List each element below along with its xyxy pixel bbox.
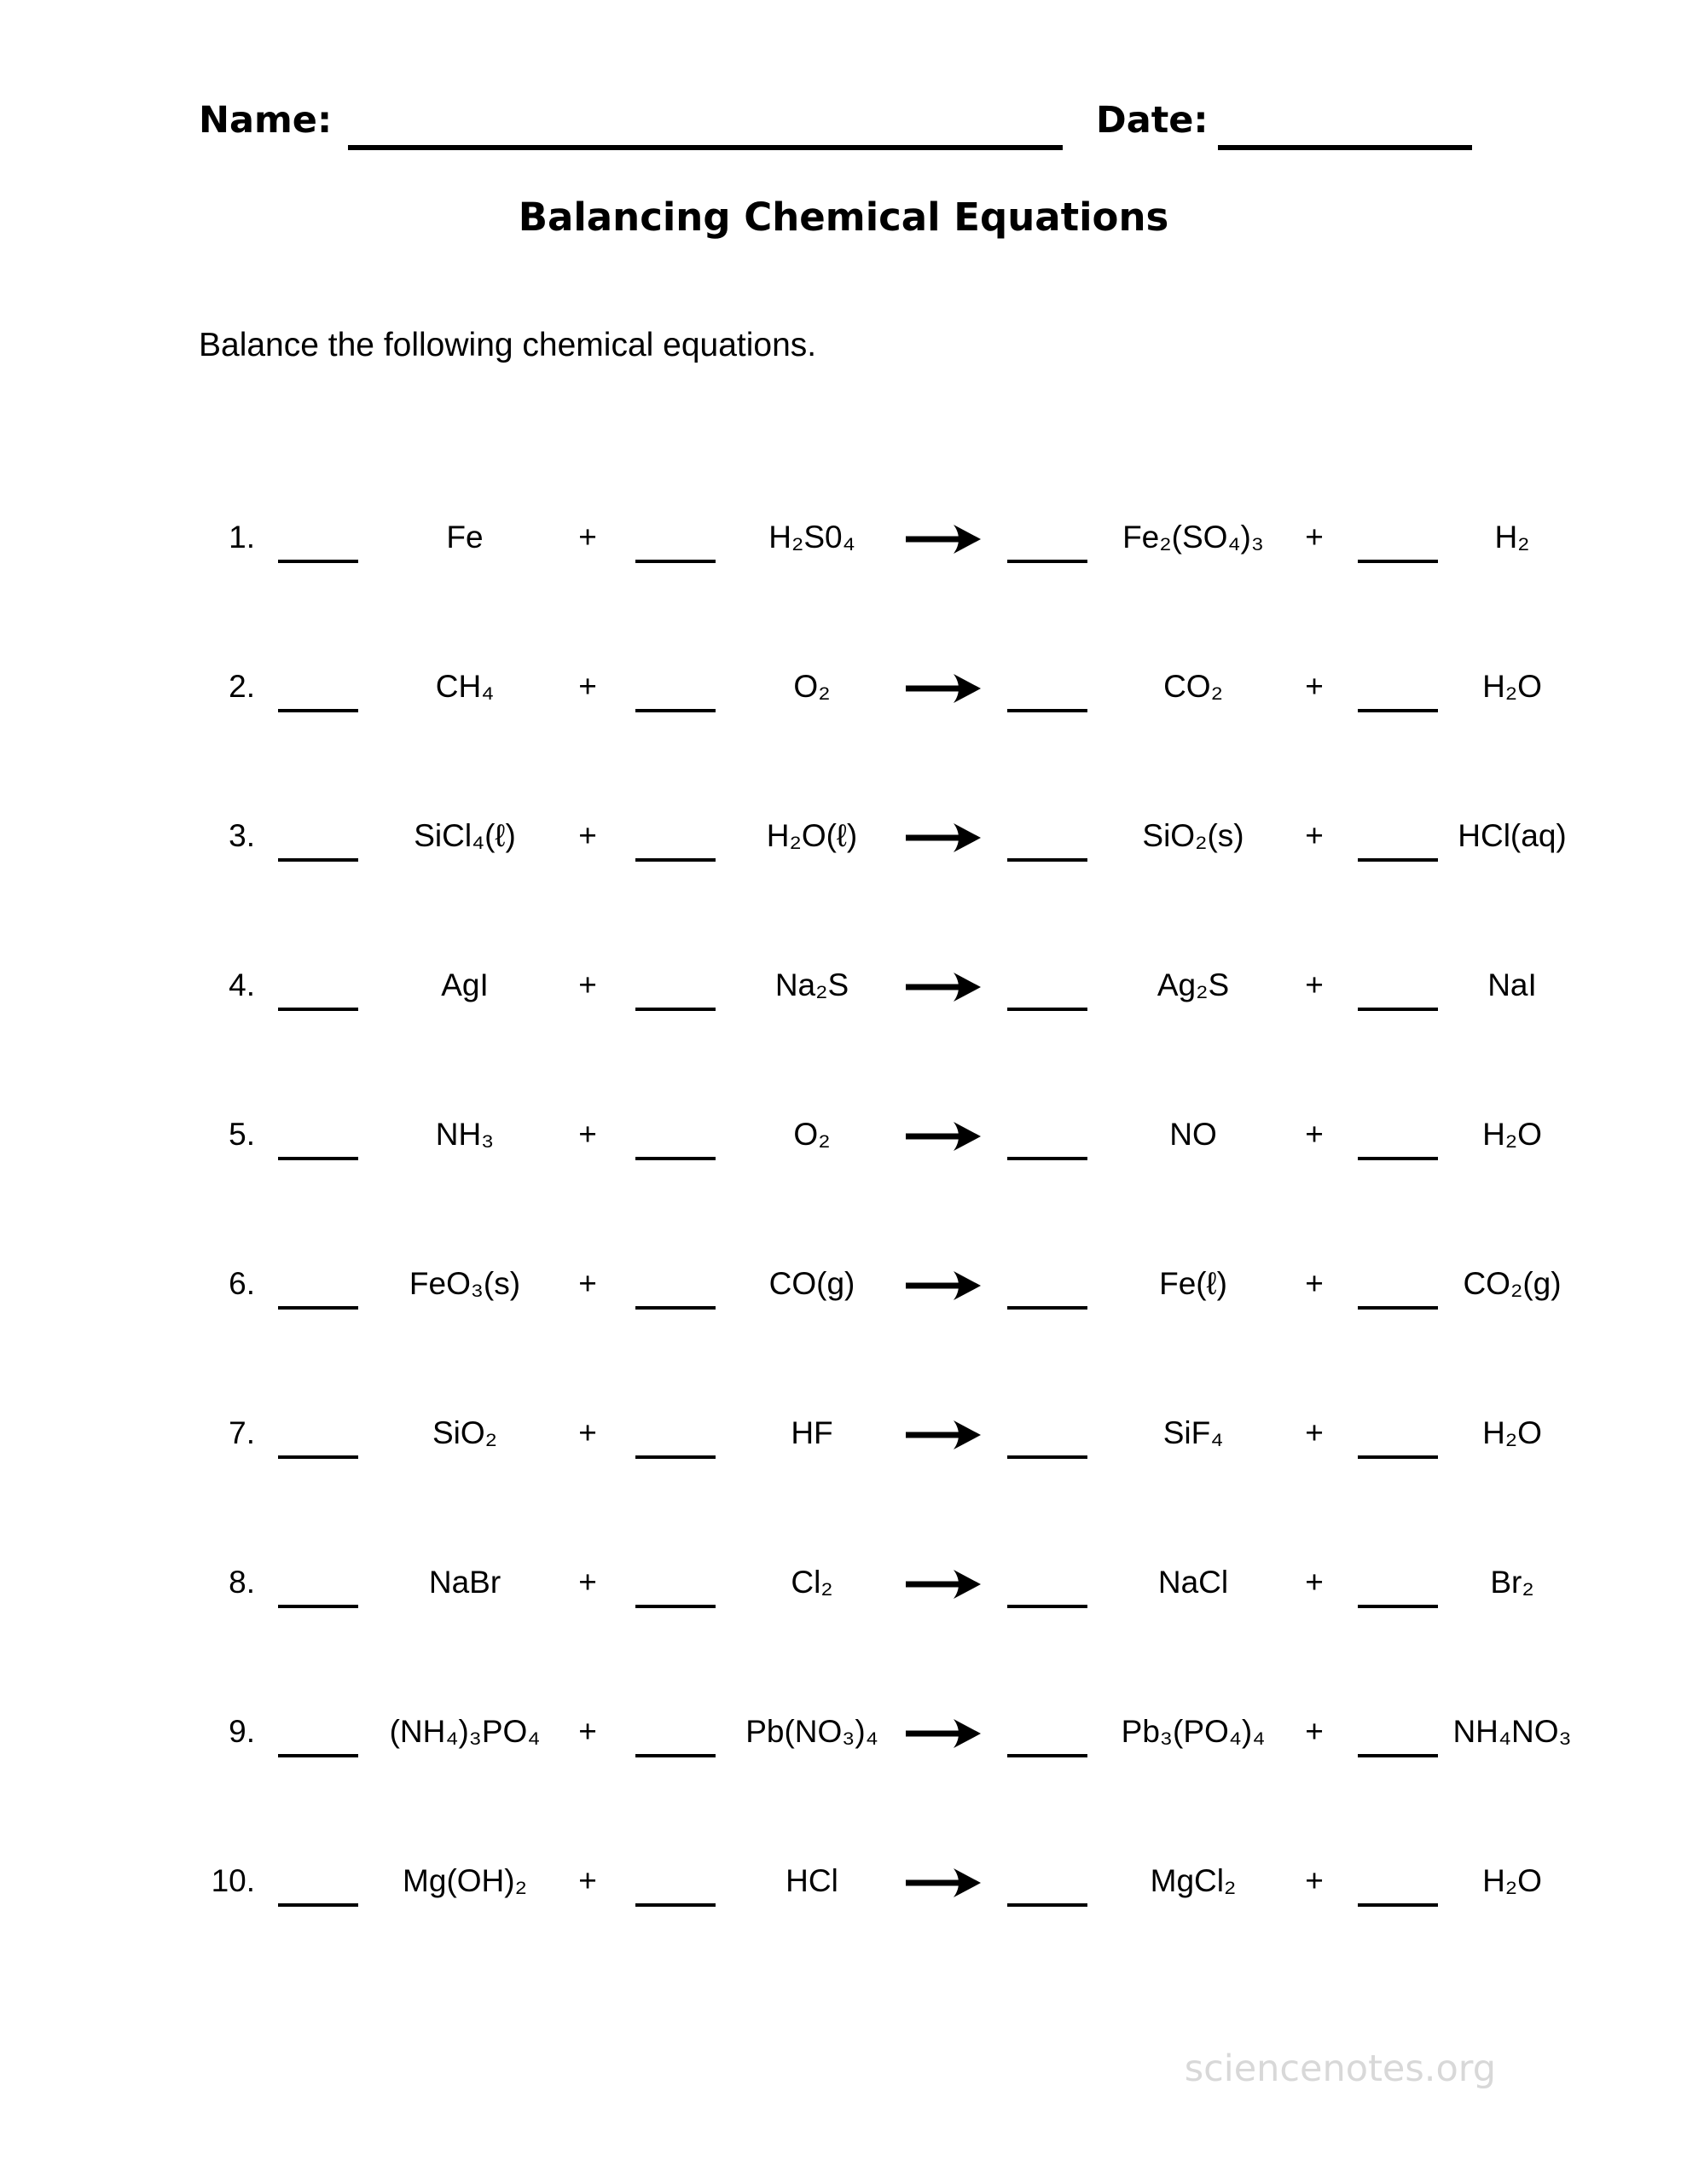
coefficient-blank[interactable] <box>993 910 1102 1060</box>
blank-underline[interactable] <box>278 1903 358 1907</box>
blank-underline[interactable] <box>1358 1754 1438 1757</box>
coefficient-blank[interactable] <box>993 1806 1102 1955</box>
yields-arrow-icon <box>894 1806 993 1955</box>
reactant-1: SiO₂ <box>432 1414 498 1450</box>
coefficient-blank[interactable] <box>621 1806 730 1955</box>
coefficient-blank[interactable] <box>993 1358 1102 1507</box>
footer-watermark: sciencenotes.org <box>1184 2048 1496 2090</box>
reactant-1: CH₄ <box>435 668 495 704</box>
blank-underline[interactable] <box>1007 560 1087 563</box>
coefficient-blank[interactable] <box>260 1657 375 1806</box>
coefficient-blank[interactable] <box>621 1507 730 1657</box>
plus-sign: + <box>578 519 597 555</box>
coefficient-blank[interactable] <box>621 761 730 910</box>
reactant-1: Fe <box>446 519 484 555</box>
coefficient-blank[interactable] <box>621 462 730 612</box>
coefficient-blank[interactable] <box>1344 1209 1452 1358</box>
equation-number: 4. <box>229 967 255 1002</box>
coefficient-blank[interactable] <box>1344 462 1452 612</box>
equation-number: 5. <box>229 1116 255 1152</box>
equation-number: 6. <box>229 1265 255 1301</box>
blank-underline[interactable] <box>635 1754 716 1757</box>
equation-number: 3. <box>229 817 255 853</box>
plus-sign: + <box>1305 1713 1324 1749</box>
coefficient-blank[interactable] <box>993 612 1102 761</box>
product-1: NaCl <box>1157 1564 1229 1600</box>
yields-arrow-icon <box>894 462 993 612</box>
product-2: H₂O <box>1482 1414 1542 1450</box>
blank-underline[interactable] <box>278 858 358 862</box>
reactant-2: CO(g) <box>768 1265 855 1301</box>
blank-underline[interactable] <box>1358 1455 1438 1459</box>
blank-underline[interactable] <box>635 1455 716 1459</box>
equation-number: 1. <box>229 519 255 555</box>
blank-underline[interactable] <box>635 709 716 712</box>
product-1: Fe(ℓ) <box>1159 1265 1227 1301</box>
plus-sign: + <box>578 1713 597 1749</box>
coefficient-blank[interactable] <box>260 1358 375 1507</box>
product-2: HCl(aq) <box>1458 817 1567 853</box>
product-2: H₂O <box>1482 1862 1542 1898</box>
blank-underline[interactable] <box>1358 1903 1438 1907</box>
coefficient-blank[interactable] <box>993 462 1102 612</box>
equation-number: 7. <box>229 1414 255 1450</box>
blank-underline[interactable] <box>635 1903 716 1907</box>
reactant-2: HF <box>791 1414 833 1450</box>
reactant-1: NaBr <box>428 1564 501 1600</box>
coefficient-blank[interactable] <box>260 761 375 910</box>
plus-sign: + <box>578 1414 597 1450</box>
blank-underline[interactable] <box>635 858 716 862</box>
coefficient-blank[interactable] <box>993 1060 1102 1209</box>
product-2: NaI <box>1487 967 1537 1002</box>
blank-underline[interactable] <box>278 1157 358 1160</box>
date-input-line[interactable] <box>1218 145 1472 150</box>
coefficient-blank[interactable] <box>260 1209 375 1358</box>
reactant-2: H₂S0₄ <box>768 519 855 555</box>
blank-underline[interactable] <box>278 1306 358 1310</box>
plus-sign: + <box>1305 668 1324 704</box>
blank-underline[interactable] <box>635 560 716 563</box>
coefficient-blank[interactable] <box>1344 612 1452 761</box>
coefficient-blank[interactable] <box>993 1507 1102 1657</box>
coefficient-blank[interactable] <box>621 1060 730 1209</box>
plus-sign: + <box>578 1116 597 1152</box>
reactant-1: (NH₄)₃PO₄ <box>389 1713 541 1749</box>
blank-underline[interactable] <box>1007 709 1087 712</box>
coefficient-blank[interactable] <box>1344 1507 1452 1657</box>
reactant-1: FeO₃(s) <box>409 1265 521 1301</box>
coefficient-blank[interactable] <box>1344 910 1452 1060</box>
equation-number: 8. <box>229 1564 255 1600</box>
blank-underline[interactable] <box>1358 1605 1438 1608</box>
product-1: NO <box>1169 1116 1217 1152</box>
blank-underline[interactable] <box>1007 1157 1087 1160</box>
yields-arrow-icon <box>894 1209 993 1358</box>
plus-sign: + <box>1305 967 1324 1002</box>
reactant-1: NH₃ <box>435 1116 495 1152</box>
coefficient-blank[interactable] <box>621 1657 730 1806</box>
product-1: MgCl₂ <box>1150 1862 1237 1898</box>
plus-sign: + <box>1305 1414 1324 1450</box>
coefficient-blank[interactable] <box>260 612 375 761</box>
blank-underline[interactable] <box>1358 560 1438 563</box>
blank-underline[interactable] <box>1358 1306 1438 1310</box>
coefficient-blank[interactable] <box>1344 1358 1452 1507</box>
reactant-2: Na₂S <box>774 967 849 1002</box>
blank-underline[interactable] <box>1358 709 1438 712</box>
yields-arrow-icon <box>894 1657 993 1806</box>
reactant-2: HCl <box>786 1862 838 1898</box>
blank-underline[interactable] <box>1358 1157 1438 1160</box>
product-1: Ag₂S <box>1157 967 1230 1002</box>
coefficient-blank[interactable] <box>621 1209 730 1358</box>
blank-underline[interactable] <box>278 1605 358 1608</box>
coefficient-blank[interactable] <box>993 761 1102 910</box>
coefficient-blank[interactable] <box>621 1358 730 1507</box>
blank-underline[interactable] <box>278 1754 358 1757</box>
blank-underline[interactable] <box>1007 858 1087 862</box>
reactant-1: AgI <box>441 967 489 1002</box>
product-1: Pb₃(PO₄)₄ <box>1121 1713 1266 1749</box>
blank-underline[interactable] <box>278 560 358 563</box>
yields-arrow-icon <box>894 910 993 1060</box>
date-label: Date: <box>1096 99 1209 142</box>
coefficient-blank[interactable] <box>1344 1657 1452 1806</box>
name-label: Name: <box>199 99 333 142</box>
coefficient-blank[interactable] <box>260 462 375 612</box>
coefficient-blank[interactable] <box>260 1806 375 1955</box>
coefficient-blank[interactable] <box>260 1507 375 1657</box>
coefficient-blank[interactable] <box>1344 1060 1452 1209</box>
plus-sign: + <box>1305 519 1324 555</box>
plus-sign: + <box>578 1862 597 1898</box>
plus-sign: + <box>578 1564 597 1600</box>
product-1: Fe₂(SO₄)₃ <box>1122 519 1264 555</box>
yields-arrow-icon <box>894 761 993 910</box>
reactant-2: Cl₂ <box>791 1564 833 1600</box>
plus-sign: + <box>578 668 597 704</box>
blank-underline[interactable] <box>635 1008 716 1011</box>
product-1: CO₂ <box>1163 668 1223 704</box>
worksheet-title: Balancing Chemical Equations <box>518 195 1169 240</box>
yields-arrow-icon <box>894 1358 993 1507</box>
product-2: H₂O <box>1482 668 1542 704</box>
reactant-2: O₂ <box>793 1116 831 1152</box>
plus-sign: + <box>578 967 597 1002</box>
equation-list <box>196 462 1573 1955</box>
blank-underline[interactable] <box>1358 858 1438 862</box>
name-input-line[interactable] <box>348 145 1063 150</box>
coefficient-blank[interactable] <box>1344 1806 1452 1955</box>
blank-underline[interactable] <box>635 1306 716 1310</box>
reactant-2: H₂O(ℓ) <box>766 817 858 853</box>
plus-sign: + <box>1305 1116 1324 1152</box>
reactant-1: Mg(OH)₂ <box>403 1862 527 1898</box>
equation-number: 9. <box>229 1713 255 1749</box>
blank-underline[interactable] <box>635 1157 716 1160</box>
reactant-2: O₂ <box>793 668 831 704</box>
yields-arrow-icon <box>894 1060 993 1209</box>
equation-number: 2. <box>229 668 255 704</box>
product-2: NH₄NO₃ <box>1452 1713 1572 1749</box>
coefficient-blank[interactable] <box>1344 761 1452 910</box>
plus-sign: + <box>578 817 597 853</box>
plus-sign: + <box>1305 1564 1324 1600</box>
blank-underline[interactable] <box>278 1008 358 1011</box>
blank-underline[interactable] <box>1007 1008 1087 1011</box>
yields-arrow-icon <box>894 1507 993 1657</box>
coefficient-blank[interactable] <box>993 1209 1102 1358</box>
plus-sign: + <box>1305 1265 1324 1301</box>
equation-number: 10. <box>211 1862 255 1898</box>
plus-sign: + <box>1305 817 1324 853</box>
blank-underline[interactable] <box>635 1605 716 1608</box>
blank-underline[interactable] <box>1358 1008 1438 1011</box>
blank-underline[interactable] <box>1007 1903 1087 1907</box>
reactant-1: SiCl₄(ℓ) <box>414 817 516 853</box>
blank-underline[interactable] <box>1007 1455 1087 1459</box>
blank-underline[interactable] <box>1007 1605 1087 1608</box>
coefficient-blank[interactable] <box>260 910 375 1060</box>
coefficient-blank[interactable] <box>621 612 730 761</box>
yields-arrow-icon <box>894 612 993 761</box>
plus-sign: + <box>1305 1862 1324 1898</box>
blank-underline[interactable] <box>1007 1754 1087 1757</box>
product-1: SiO₂(s) <box>1142 817 1244 853</box>
blank-underline[interactable] <box>278 709 358 712</box>
product-2: Br₂ <box>1490 1564 1534 1600</box>
instruction-text: Balance the following chemical equations. <box>199 327 817 363</box>
coefficient-blank[interactable] <box>993 1657 1102 1806</box>
blank-underline[interactable] <box>278 1455 358 1459</box>
coefficient-blank[interactable] <box>621 910 730 1060</box>
product-2: CO₂(g) <box>1463 1265 1562 1301</box>
product-2: H₂O <box>1482 1116 1542 1152</box>
plus-sign: + <box>578 1265 597 1301</box>
product-2: H₂ <box>1494 519 1530 555</box>
coefficient-blank[interactable] <box>260 1060 375 1209</box>
product-1: SiF₄ <box>1162 1414 1224 1450</box>
reactant-2: Pb(NO₃)₄ <box>745 1713 878 1749</box>
blank-underline[interactable] <box>1007 1306 1087 1310</box>
